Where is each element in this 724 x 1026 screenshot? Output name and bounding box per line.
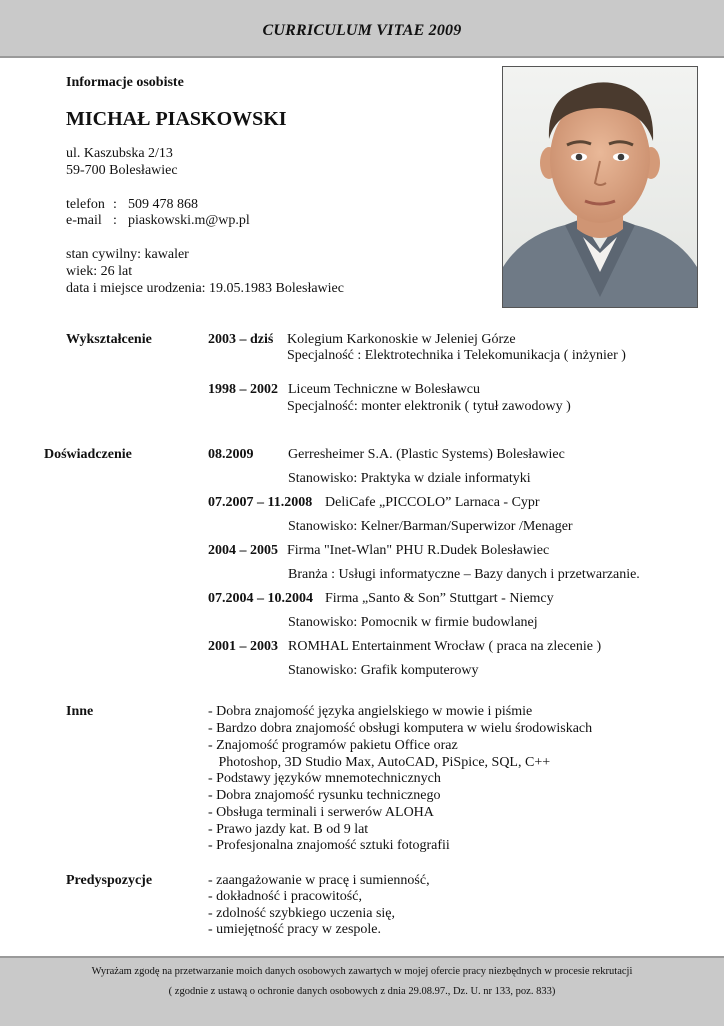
portrait-icon — [503, 67, 697, 307]
other-list-item: - Profesjonalna znajomość sztuki fotografii — [208, 838, 450, 853]
other-list-item: - Bardzo dobra znajomość obsługi komputera w wielu środowiskach — [208, 721, 593, 736]
experience-place: Gerresheimer S.A. (Plastic Systems) Bolesławiec — [288, 447, 565, 462]
education-heading: Wykształcenie — [66, 332, 152, 347]
education-date: 1998 – 2002 — [208, 382, 278, 397]
experience-detail: Stanowisko: Praktyka w dziale informatyki — [288, 471, 531, 486]
email-value: piaskowski.m@wp.pl — [128, 213, 250, 228]
other-list-item: - Podstawy języków mnemotechnicznych — [208, 771, 441, 786]
address-street: ul. Kaszubska 2/13 — [66, 146, 173, 161]
education-detail: Specjalność: monter elektronik ( tytuł zawodowy ) — [287, 399, 571, 414]
experience-place: Firma "Inet-Wlan" PHU R.Dudek Bolesławiec — [287, 543, 550, 558]
experience-detail: Stanowisko: Kelner/Barman/Superwizor /Menager — [288, 519, 573, 534]
header-bar — [0, 0, 724, 58]
consent-legal-reference: ( zgodnie z ustawą o ochronie danych osobowych z dnia 29.08.97., Dz. U. nr 133, poz. 833) — [168, 986, 556, 997]
experience-detail: Stanowisko: Pomocnik w firmie budowlanej — [288, 615, 538, 630]
other-list-item: - Prawo jazdy kat. B od 9 lat — [208, 822, 369, 837]
portrait-photo — [502, 66, 698, 308]
education-detail: Specjalność : Elektrotechnika i Telekomunikacja ( inżynier ) — [287, 348, 626, 363]
experience-date: 08.2009 — [208, 447, 254, 462]
email-label: e-mail — [66, 213, 102, 228]
birth-info: data i miejsce urodzenia: 19.05.1983 Bolesławiec — [66, 281, 344, 296]
marital-status: stan cywilny: kawaler — [66, 247, 189, 262]
other-list-item: - Dobra znajomość rysunku technicznego — [208, 788, 441, 803]
experience-date: 2004 – 2005 — [208, 543, 278, 558]
age: wiek: 26 lat — [66, 264, 133, 279]
other-list-item: - Znajomość programów pakietu Office oraz — [208, 738, 458, 753]
experience-detail: Stanowisko: Grafik komputerowy — [288, 663, 479, 678]
experience-date: 07.2004 – 10.2004 — [208, 591, 313, 606]
email-colon: : — [113, 213, 117, 228]
other-list-item: - Obsługa terminali i serwerów ALOHA — [208, 805, 434, 820]
personal-info-heading: Informacje osobiste — [66, 75, 184, 90]
education-date: 2003 – dziś — [208, 332, 274, 347]
other-list-item: - Dobra znajomość języka angielskiego w mowie i piśmie — [208, 704, 533, 719]
predisposition-heading: Predyspozycje — [66, 873, 153, 888]
experience-place: Firma „Santo & Son” Stuttgart - Niemcy — [325, 591, 554, 606]
address-city: 59-700 Bolesławiec — [66, 163, 178, 178]
experience-heading: Doświadczenie — [44, 447, 132, 462]
document-title: CURRICULUM VITAE 2009 — [262, 22, 462, 39]
footer-bar — [0, 956, 724, 1026]
experience-place: ROMHAL Entertainment Wrocław ( praca na zlecenie ) — [288, 639, 602, 654]
predisposition-list-item: - dokładność i pracowitość, — [208, 889, 362, 904]
predisposition-list-item: - zdolność szybkiego uczenia się, — [208, 906, 395, 921]
experience-date: 2001 – 2003 — [208, 639, 278, 654]
predisposition-list-item: - umiejętność pracy w zespole. — [208, 922, 381, 937]
phone-label: telefon — [66, 197, 105, 212]
experience-detail: Branża : Usługi informatyczne – Bazy danych i przetwarzanie. — [288, 567, 640, 582]
education-place: Kolegium Karkonoskie w Jeleniej Górze — [287, 332, 516, 347]
other-list-item: Photoshop, 3D Studio Max, AutoCAD, PiSpice, SQL, C++ — [208, 755, 551, 770]
predisposition-list-item: - zaangażowanie w pracę i sumienność, — [208, 873, 430, 888]
other-heading: Inne — [66, 704, 94, 719]
experience-place: DeliCafe „PICCOLO” Larnaca - Cypr — [325, 495, 540, 510]
experience-date: 07.2007 – 11.2008 — [208, 495, 313, 510]
education-place: Liceum Techniczne w Bolesławcu — [288, 382, 480, 397]
consent-clause: Wyrażam zgodę na przetwarzanie moich danych osobowych zawartych w mojej ofercie pracy niezbędnych w procesie rekrutacji — [91, 966, 633, 977]
person-name: MICHAŁ PIASKOWSKI — [66, 108, 287, 130]
phone-colon: : — [113, 197, 117, 212]
phone-value: 509 478 868 — [128, 197, 198, 212]
